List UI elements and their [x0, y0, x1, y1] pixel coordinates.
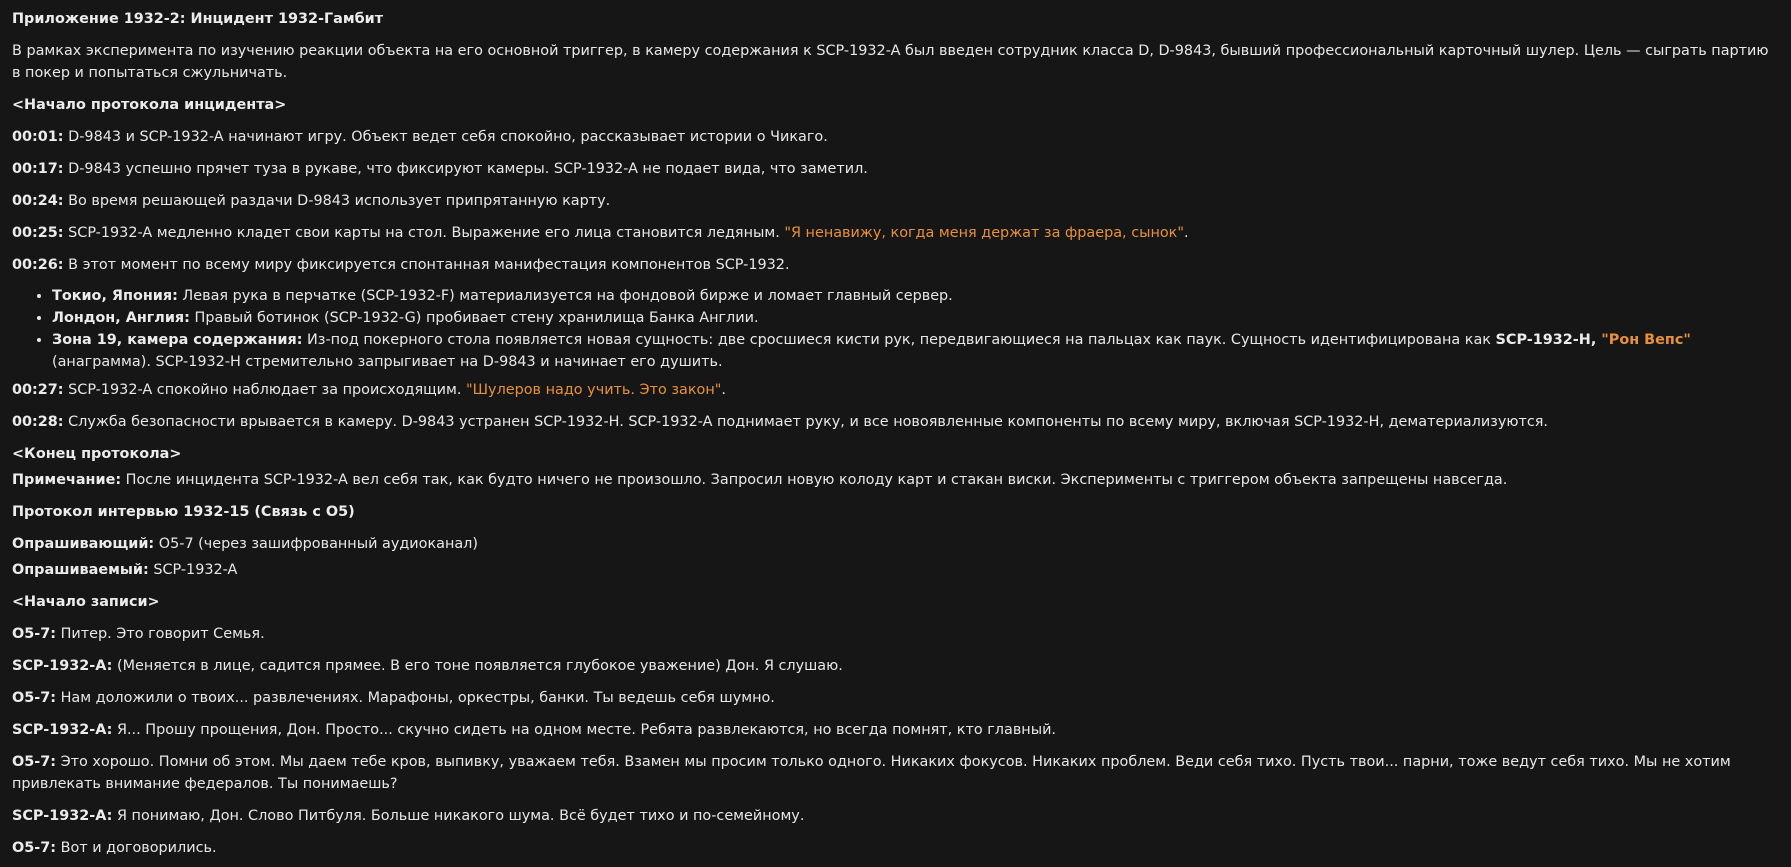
punct: . [721, 382, 726, 398]
manifestation-list [12, 285, 1779, 373]
speech: Я понимаю, Дон. Слово Питбуля. Больше никакого шума. Всё будет тихо и по-семейному. [112, 808, 805, 824]
log-text: SCP-1932-A спокойно наблюдает за происходящим. [63, 382, 467, 398]
log-entry [12, 254, 1779, 276]
list-item-label: Токио, Япония: [52, 288, 178, 304]
list-item-text: Левая рука в перчатке (SCP-1932-F) материализуется на фондовой бирже и ломает главный сервер. [177, 288, 953, 304]
note-label: Примечание: [12, 472, 122, 488]
log-time: 00:27: [12, 382, 64, 398]
speech: Вот и договорились. [56, 840, 217, 856]
speaker: О5-7: [12, 840, 56, 856]
speaker: О5-7: [12, 626, 56, 642]
list-item [52, 307, 1779, 329]
log-entry [12, 411, 1779, 433]
log-time: 00:01: [12, 129, 64, 145]
log-text: D-9843 успешно прячет туза в рукаве, что фиксируют камеры. SCP-1932-A не подает вида, что заметил. [63, 161, 868, 177]
speech: Я... Прошу прощения, Дон. Просто... скучно сидеть на одном месте. Ребята развлекаются, но всегда помнят, кто главный. [112, 722, 1057, 738]
list-item-text: Из-под покерного стола появляется новая сущность: две сросшиеся кисти рук, передвигающиеся на пальцах как паук. Сущность идентифицирована как [302, 332, 1496, 348]
list-item-text: Правый ботинок (SCP-1932-G) пробивает стену хранилища Банка Англии. [189, 310, 759, 326]
log-entry [12, 126, 1779, 148]
interviewee [12, 559, 1779, 581]
list-item-label: Зона 19, камера содержания: [52, 332, 303, 348]
dialogue-line [12, 687, 1779, 709]
log-text: SCP-1932-A медленно кладет свои карты на стол. Выражение его лица становится ледяным. [63, 225, 785, 241]
list-item [52, 285, 1779, 307]
dialogue-line [12, 655, 1779, 677]
log-time: 00:25: [12, 225, 64, 241]
speaker: О5-7: [12, 754, 56, 770]
log-entry [12, 190, 1779, 212]
log-time: 00:24: [12, 193, 64, 209]
log-text: Служба безопасности врывается в камеру. D-9843 устранен SCP-1932-H. SCP-1932-A поднимает руку, и все новоявленные компоненты по всему миру, включая SCP-1932-H, дематериализуются. [63, 414, 1548, 430]
list-item-text-end: (анаграмма). SCP-1932-H стремительно запрыгивает на D-9843 и начинает его душить. [52, 354, 723, 370]
log-entry [12, 379, 1779, 401]
dialogue-line [12, 805, 1779, 827]
interviewer-label: Опрашивающий: [12, 536, 155, 552]
log-entry [12, 222, 1779, 244]
log-text: В этот момент по всему миру фиксируется спонтанная манифестация компонентов SCP-1932. [63, 257, 790, 273]
protocol-start: <Начало протокола инцидента> [12, 97, 287, 113]
list-item [52, 329, 1779, 373]
speaker: SCP-1932-A: [12, 808, 113, 824]
log-time: 00:17: [12, 161, 64, 177]
protocol-end: <Конец протокола> [12, 446, 182, 462]
list-item-label: Лондон, Англия: [52, 310, 190, 326]
record-start: <Начало записи> [12, 594, 160, 610]
speech: Это хорошо. Помни об этом. Мы даем тебе кров, выпивку, уважаем тебя. Взамен мы просим только одного. Никаких фокусов. Никаких проблем. Веди себя тихо. Пусть твои... парни, тоже ведут себя тихо. Мы не хотим привлекать внимание федералов. Ты понимаешь? [12, 754, 1731, 792]
speech: Нам доложили о твоих... развлечениях. Марафоны, оркестры, банки. Ты ведешь себя шумно. [56, 690, 775, 706]
dialogue-line [12, 837, 1779, 859]
dialogue-line [12, 719, 1779, 741]
log-text: D-9843 и SCP-1932-A начинают игру. Объект ведет себя спокойно, рассказывает истории о Чикаго. [63, 129, 828, 145]
note-text: После инцидента SCP-1932-A вел себя так, как будто ничего не произошло. Запросил новую колоду карт и стакан виски. Эксперименты с триггером объекта запрещены навсегда. [121, 472, 1508, 488]
quote: "Шулеров надо учить. Это закон" [466, 382, 722, 398]
interview-title: Протокол интервью 1932-15 (Связь с О5) [12, 504, 355, 520]
appendix-title: Приложение 1932-2: Инцидент 1932-Гамбит [12, 11, 384, 27]
interviewer-value: О5-7 (через зашифрованный аудиоканал) [154, 536, 478, 552]
speaker: SCP-1932-A: [12, 658, 113, 674]
dialogue-line [12, 623, 1779, 645]
speech: (Меняется в лице, садится прямее. В его тоне появляется глубокое уважение) Дон. Я слушаю. [112, 658, 843, 674]
interviewee-label: Опрашиваемый: [12, 562, 149, 578]
entity-name: SCP-1932-H [1495, 332, 1591, 348]
note [12, 469, 1779, 491]
log-time: 00:28: [12, 414, 64, 430]
appendix-intro: В рамках эксперимента по изучению реакции объекта на его основной триггер, в камеру содержания к SCP-1932-A был введен сотрудник класса D, D-9843, бывший профессиональный карточный шулер. Цель — сыграть партию в покер и попытаться сжульничать. [12, 43, 1769, 81]
dialogue-line [12, 751, 1779, 795]
punct: , [1590, 332, 1602, 348]
speech: Питер. Это говорит Семья. [56, 626, 265, 642]
log-entry [12, 158, 1779, 180]
quote: "Рон Вепс" [1601, 332, 1691, 348]
interviewee-value: SCP-1932-A [148, 562, 238, 578]
punct: . [1184, 225, 1189, 241]
quote: "Я ненавижу, когда меня держат за фраера, сынок" [784, 225, 1184, 241]
log-time: 00:26: [12, 257, 64, 273]
log-text: Во время решающей раздачи D-9843 использует припрятанную карту. [63, 193, 611, 209]
interviewer [12, 533, 1779, 555]
speaker: SCP-1932-A: [12, 722, 113, 738]
speaker: О5-7: [12, 690, 56, 706]
